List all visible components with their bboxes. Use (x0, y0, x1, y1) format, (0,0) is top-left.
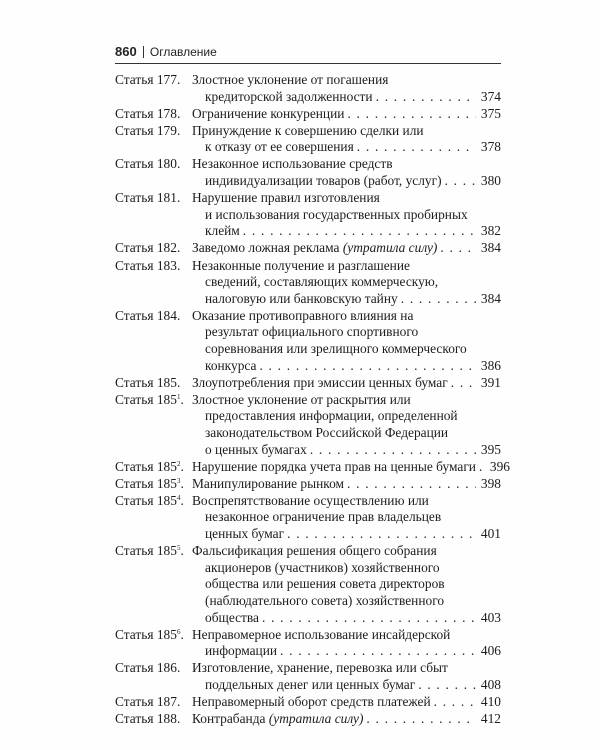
header-separator (143, 46, 144, 58)
article-label: Статья $185^4$. (115, 492, 184, 508)
article-label (115, 308, 192, 374)
article-number: 179. (156, 122, 181, 138)
page-ref: 401 (480, 526, 501, 542)
article-number: 185 (156, 458, 177, 474)
title-line: Неправомерное использование инсайдерской (192, 626, 451, 642)
page-ref: 406 (480, 643, 501, 659)
article-title (192, 72, 501, 105)
title-line: Неправомерный оборот средств платежей (192, 693, 431, 709)
title-line: результат официального спортивного (205, 324, 419, 340)
article-label (115, 240, 192, 257)
toc-entry (115, 627, 501, 660)
title-line: сведений, составляющих коммерческую, (205, 274, 439, 290)
article-number: 185 (156, 475, 177, 491)
article-number: 181. (156, 190, 181, 206)
article-label (115, 694, 192, 711)
article-title (192, 392, 501, 458)
title-line: налоговую или банковскую тайну (205, 290, 398, 306)
article-prefix: Статья (115, 711, 154, 727)
article-label (115, 660, 192, 693)
dot-leader (262, 610, 476, 627)
title-line: Контрабанда (192, 711, 266, 727)
toc-entry (115, 493, 501, 543)
toc-entry (115, 190, 501, 240)
toc-entry (115, 308, 501, 374)
article-prefix: Статья (115, 374, 154, 390)
article-title (192, 476, 501, 493)
page-ref: 403 (480, 609, 501, 625)
running-header (115, 44, 217, 59)
article-number: 185 (156, 626, 177, 642)
page-ref: 380 (480, 173, 501, 189)
toc-entry (115, 392, 501, 458)
article-title (192, 711, 501, 728)
toc-entry (115, 476, 501, 493)
article-prefix: Статья (115, 105, 154, 121)
article-label (115, 123, 192, 156)
article-title (192, 627, 501, 660)
title-line: Заведомо ложная реклама (192, 240, 340, 256)
article-label (115, 106, 192, 123)
article-label (115, 375, 192, 392)
dot-leader (479, 459, 485, 476)
article-label (115, 711, 192, 728)
dot-leader (451, 375, 476, 392)
title-line: индивидуализации товаров (работ, услуг) (205, 173, 442, 189)
page-ref: 384 (480, 290, 501, 306)
article-title (192, 375, 501, 392)
dot-leader (347, 106, 476, 123)
dot-leader (347, 476, 476, 493)
page-ref: 386 (480, 357, 501, 373)
table-of-contents (115, 72, 510, 728)
article-prefix: Статья (115, 475, 154, 491)
title-line: законодательством Российской Федерации (205, 424, 449, 440)
article-prefix: Статья (115, 190, 154, 206)
toc-entry (115, 711, 501, 728)
page-ref: 382 (480, 223, 501, 239)
article-title (192, 123, 501, 156)
page-ref: 395 (480, 441, 501, 457)
article-number: 187. (156, 693, 181, 709)
article-title (192, 106, 501, 123)
title-line: Незаконные получение и разглашение (192, 257, 410, 273)
title-line: к отказу от ее совершения (205, 139, 354, 155)
title-line: общества (205, 609, 259, 625)
article-superscript: 5 (176, 544, 181, 553)
article-title (192, 543, 501, 626)
title-line: информации (205, 643, 278, 659)
article-title (192, 240, 501, 257)
repealed-note: (утратила силу) (342, 240, 438, 256)
page-ref: 378 (480, 139, 501, 155)
title-line: Ограничение конкуренции (192, 105, 345, 121)
article-label: Статья $185^1$. (115, 391, 184, 407)
title-line: ценных бумаг (205, 526, 285, 542)
title-line: Нарушение правил изготовления (192, 190, 380, 206)
article-number: 185 (156, 492, 177, 508)
title-line: Незаконное использование средств (192, 156, 393, 172)
article-label: Статья $185^2$. (115, 458, 184, 474)
article-title (192, 458, 510, 476)
title-line: поддельных денег или ценных бумаг (205, 676, 416, 692)
article-number: 180. (156, 156, 181, 172)
article-number: 178. (156, 105, 181, 121)
article-prefix: Статья (115, 122, 154, 138)
article-label (115, 156, 192, 189)
dot-leader (280, 643, 476, 660)
article-title (192, 694, 501, 711)
dot-leader (440, 240, 476, 257)
toc-entry (115, 156, 501, 189)
title-line: Изготовление, хранение, перевозка или сбыт (192, 660, 448, 676)
article-title (192, 493, 501, 543)
title-line: Оказание противоправного влияния на (192, 307, 414, 323)
page-ref: 398 (480, 475, 501, 491)
dot-leader (434, 694, 476, 711)
title-line: кредиторской задолженности (205, 88, 373, 104)
article-label: Статья $185^6$. (115, 626, 184, 642)
article-superscript: 3 (176, 476, 181, 485)
toc-entry (115, 694, 501, 711)
article-number: 182. (156, 240, 181, 256)
title-line: Злоупотребления при эмиссии ценных бумаг (192, 374, 448, 390)
article-prefix: Статья (115, 156, 154, 172)
title-line: незаконное ограничение прав владельцев (205, 509, 442, 525)
dot-leader (287, 526, 476, 543)
dot-leader (357, 139, 476, 156)
article-number: 188. (156, 711, 181, 727)
page-ref: 374 (480, 88, 501, 104)
page-ref: 410 (480, 693, 501, 709)
article-superscript: 1 (176, 392, 181, 401)
dot-leader (366, 711, 476, 728)
dot-leader (243, 223, 476, 240)
title-line: Фальсификация решения общего собрания (192, 543, 437, 559)
article-prefix: Статья (115, 391, 154, 407)
article-label (115, 190, 192, 240)
article-label (115, 258, 192, 308)
page-ref: 375 (480, 105, 501, 121)
dot-leader (401, 291, 476, 308)
page-number: 860 (115, 44, 137, 59)
title-line: Воспрепятствование осуществлению или (192, 492, 429, 508)
article-title (192, 156, 501, 189)
article-prefix: Статья (115, 626, 154, 642)
article-prefix: Статья (115, 458, 154, 474)
toc-entry (115, 106, 501, 123)
article-number: 185 (156, 391, 177, 407)
title-line: (наблюдательного совета) хозяйственного (205, 592, 445, 608)
article-prefix: Статья (115, 307, 154, 323)
page-ref: 384 (480, 240, 501, 256)
article-number: 184. (156, 307, 181, 323)
toc-entry (115, 123, 501, 156)
dot-leader (310, 442, 476, 459)
article-number: 183. (156, 257, 181, 273)
toc-entry (115, 375, 501, 392)
article-prefix: Статья (115, 240, 154, 256)
article-superscript: 6 (176, 627, 181, 636)
article-title (192, 258, 501, 308)
title-line: конкурса (205, 357, 257, 373)
title-line: Нарушение порядка учета прав на ценные бумаги (192, 458, 476, 474)
article-prefix: Статья (115, 660, 154, 676)
article-label (115, 72, 192, 105)
page-ref: 412 (480, 711, 501, 727)
title-line: Принуждение к совершению сделки или (192, 122, 424, 138)
article-title (192, 660, 501, 693)
dot-leader (418, 677, 476, 694)
article-number: 185 (156, 543, 177, 559)
page-ref: 391 (480, 374, 501, 390)
article-label: Статья $185^3$. (115, 475, 184, 491)
article-number: 185. (156, 374, 181, 390)
toc-entry (115, 660, 501, 693)
article-superscript: 4 (176, 493, 181, 502)
toc-entry (115, 458, 510, 476)
page-ref: 408 (480, 676, 501, 692)
toc-entry (115, 258, 501, 308)
toc-entry (115, 72, 501, 105)
article-label: Статья $185^5$. (115, 543, 184, 559)
title-line: предоставления информации, определенной (205, 408, 458, 424)
repealed-note: (утратила силу) (268, 711, 364, 727)
dot-leader (376, 89, 476, 106)
dot-leader (259, 358, 476, 375)
article-prefix: Статья (115, 693, 154, 709)
title-line: о ценных бумагах (205, 441, 307, 457)
article-number: 177. (156, 72, 181, 87)
page-ref: 396 (489, 458, 510, 474)
title-line: Злостное уклонение от погашения (192, 72, 389, 87)
article-title (192, 308, 501, 374)
title-line: Манипулирование рынком (192, 475, 345, 491)
article-prefix: Статья (115, 543, 154, 559)
article-prefix: Статья (115, 72, 154, 87)
title-line: соревнования или зрелищного коммерческого (205, 341, 467, 356)
title-line: Злостное уклонение от раскрытия или (192, 391, 411, 407)
article-title (192, 190, 501, 240)
title-line: и использования государственных пробирных (205, 206, 468, 222)
article-prefix: Статья (115, 257, 154, 273)
article-superscript: 2 (176, 459, 181, 468)
dot-leader (445, 173, 476, 190)
article-prefix: Статья (115, 492, 154, 508)
toc-entry (115, 543, 501, 626)
section-title: Оглавление (149, 44, 217, 59)
title-line: общества или решения совета директоров (205, 576, 445, 592)
article-number: 186. (156, 660, 181, 676)
toc-entry (115, 240, 501, 257)
title-line: акционеров (участников) хозяйственного (205, 559, 440, 575)
title-line: клейм (205, 223, 240, 239)
header-rule (115, 63, 501, 64)
